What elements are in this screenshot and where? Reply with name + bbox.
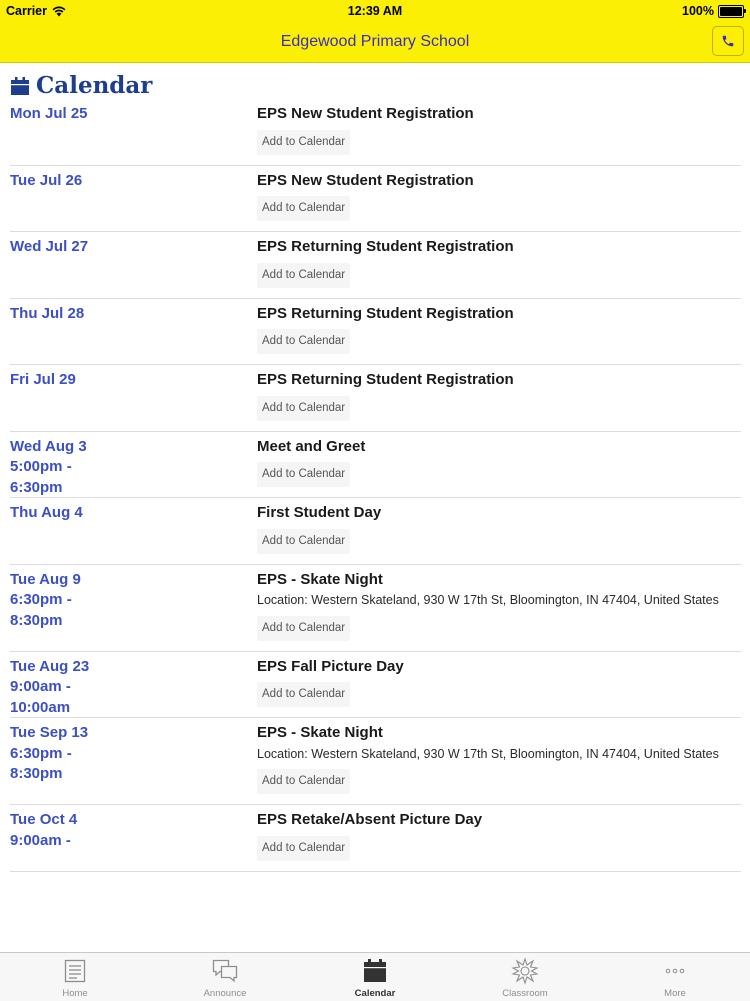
event-body	[257, 805, 741, 871]
add-to-calendar-button[interactable]: Add to Calendar	[257, 130, 350, 155]
battery-fill	[720, 7, 742, 16]
battery-icon	[718, 5, 744, 18]
add-to-calendar-button[interactable]: Add to Calendar	[257, 769, 350, 794]
event-date: Mon Jul 25	[10, 105, 88, 122]
event-row[interactable]	[10, 232, 741, 299]
event-body	[257, 718, 741, 804]
add-to-calendar-button[interactable]: Add to Calendar	[257, 396, 350, 421]
tab-label: Announce	[203, 988, 247, 999]
event-title: EPS Returning Student Registration	[257, 238, 514, 255]
event-body	[257, 498, 741, 564]
event-title: Meet and Greet	[257, 437, 366, 455]
event-body	[257, 99, 741, 165]
call-button[interactable]	[712, 26, 744, 56]
event-date-block	[10, 171, 240, 192]
event-date: Tue Aug 23	[10, 657, 90, 675]
status-time: 12:39 AM	[347, 4, 403, 18]
event-date: Fri Jul 29	[10, 371, 76, 388]
carrier-label: Carrier	[6, 4, 47, 18]
event-row[interactable]	[10, 299, 741, 366]
event-title: EPS Returning Student Registration	[257, 304, 514, 322]
page-title: Calendar	[36, 72, 153, 99]
event-time: 10:00am	[10, 698, 71, 716]
event-body	[257, 232, 741, 298]
event-row[interactable]	[10, 432, 741, 499]
event-date-block	[10, 370, 240, 391]
event-time: 5:00pm -	[10, 458, 72, 475]
battery-percent: 100%	[682, 4, 714, 18]
page-heading	[10, 72, 152, 99]
add-to-calendar-button[interactable]: Add to Calendar	[257, 329, 350, 354]
event-date-block	[10, 503, 240, 524]
add-to-calendar-button[interactable]: Add to Calendar	[257, 616, 350, 641]
tab-more[interactable]	[600, 953, 750, 1001]
event-date-block	[10, 570, 240, 632]
tab-announce[interactable]	[150, 953, 300, 1001]
event-time: 8:30pm	[10, 611, 63, 629]
tab-label: More	[664, 988, 686, 999]
event-row[interactable]	[10, 652, 741, 719]
event-title: EPS Returning Student Registration	[257, 371, 514, 388]
event-date: Wed Aug 3	[10, 437, 87, 455]
add-to-calendar-button[interactable]: Add to Calendar	[257, 836, 350, 861]
event-time: 9:00am -	[10, 678, 71, 695]
calendar-heading-icon	[10, 76, 30, 96]
add-to-calendar-button[interactable]: Add to Calendar	[257, 196, 350, 221]
event-row[interactable]	[10, 718, 741, 805]
add-to-calendar-button[interactable]: Add to Calendar	[257, 682, 350, 707]
event-title: EPS - Skate Night	[257, 570, 383, 588]
event-body	[257, 432, 741, 498]
event-title: First Student Day	[257, 504, 382, 521]
event-time: 6:30pm -	[10, 744, 72, 762]
event-body	[257, 565, 741, 651]
tab-label: Classroom	[502, 988, 548, 999]
event-title: EPS Fall Picture Day	[257, 657, 404, 675]
event-location: Location: Western Skateland, 930 W 17th St, Bloomington, IN 47404, United States	[257, 593, 719, 607]
event-body	[257, 652, 741, 718]
add-to-calendar-button[interactable]: Add to Calendar	[257, 263, 350, 288]
event-date: Wed Jul 27	[10, 238, 89, 255]
event-body	[257, 299, 741, 365]
add-to-calendar-button[interactable]: Add to Calendar	[257, 462, 350, 487]
more-icon	[661, 957, 689, 985]
event-time: 6:30pm	[10, 478, 63, 496]
event-date: Thu Jul 28	[10, 304, 85, 322]
home-icon	[61, 957, 89, 985]
event-title: EPS Retake/Absent Picture Day	[257, 811, 483, 828]
tab-home[interactable]	[0, 953, 150, 1001]
event-date-block	[10, 104, 240, 125]
event-time: 8:30pm	[10, 765, 63, 782]
event-time: 6:30pm -	[10, 591, 72, 608]
add-to-calendar-button[interactable]: Add to Calendar	[257, 529, 350, 554]
event-date: Thu Aug 4	[10, 504, 83, 521]
announce-icon	[211, 957, 239, 985]
event-date-block	[10, 437, 240, 499]
event-title: EPS New Student Registration	[257, 171, 474, 189]
tab-calendar[interactable]	[300, 953, 450, 1001]
battery-indicator	[682, 4, 744, 18]
event-date-block	[10, 810, 240, 851]
event-row[interactable]	[10, 166, 741, 233]
calendar-icon	[361, 957, 389, 985]
classroom-icon	[511, 957, 539, 985]
event-date-block	[10, 304, 240, 325]
event-date: Tue Oct 4	[10, 811, 78, 828]
calendar-content[interactable]	[0, 63, 750, 952]
tab-label: Home	[62, 988, 88, 999]
school-title: Edgewood Primary School	[280, 33, 470, 50]
event-date: Tue Aug 9	[10, 570, 81, 588]
event-row[interactable]	[10, 498, 741, 565]
event-date-block	[10, 657, 240, 719]
event-date: Tue Jul 26	[10, 171, 83, 189]
tab-bar	[0, 952, 750, 1001]
event-time: 9:00am -	[10, 831, 71, 849]
status-bar	[0, 0, 750, 22]
event-date-block	[10, 237, 240, 258]
app-header	[0, 0, 750, 63]
event-body	[257, 166, 741, 232]
event-date-block	[10, 723, 240, 785]
event-row[interactable]	[10, 565, 741, 652]
event-row[interactable]	[10, 805, 741, 872]
tab-classroom[interactable]	[450, 953, 600, 1001]
phone-icon	[721, 34, 735, 48]
event-row[interactable]	[10, 99, 741, 166]
event-date: Tue Sep 13	[10, 724, 89, 741]
tab-label: Calendar	[354, 988, 396, 999]
event-row[interactable]	[10, 365, 741, 432]
event-title: EPS - Skate Night	[257, 724, 383, 741]
event-location: Location: Western Skateland, 930 W 17th St, Bloomington, IN 47404, United States	[257, 746, 719, 761]
event-list	[0, 99, 750, 872]
event-title: EPS New Student Registration	[257, 105, 474, 122]
event-body	[257, 365, 741, 431]
